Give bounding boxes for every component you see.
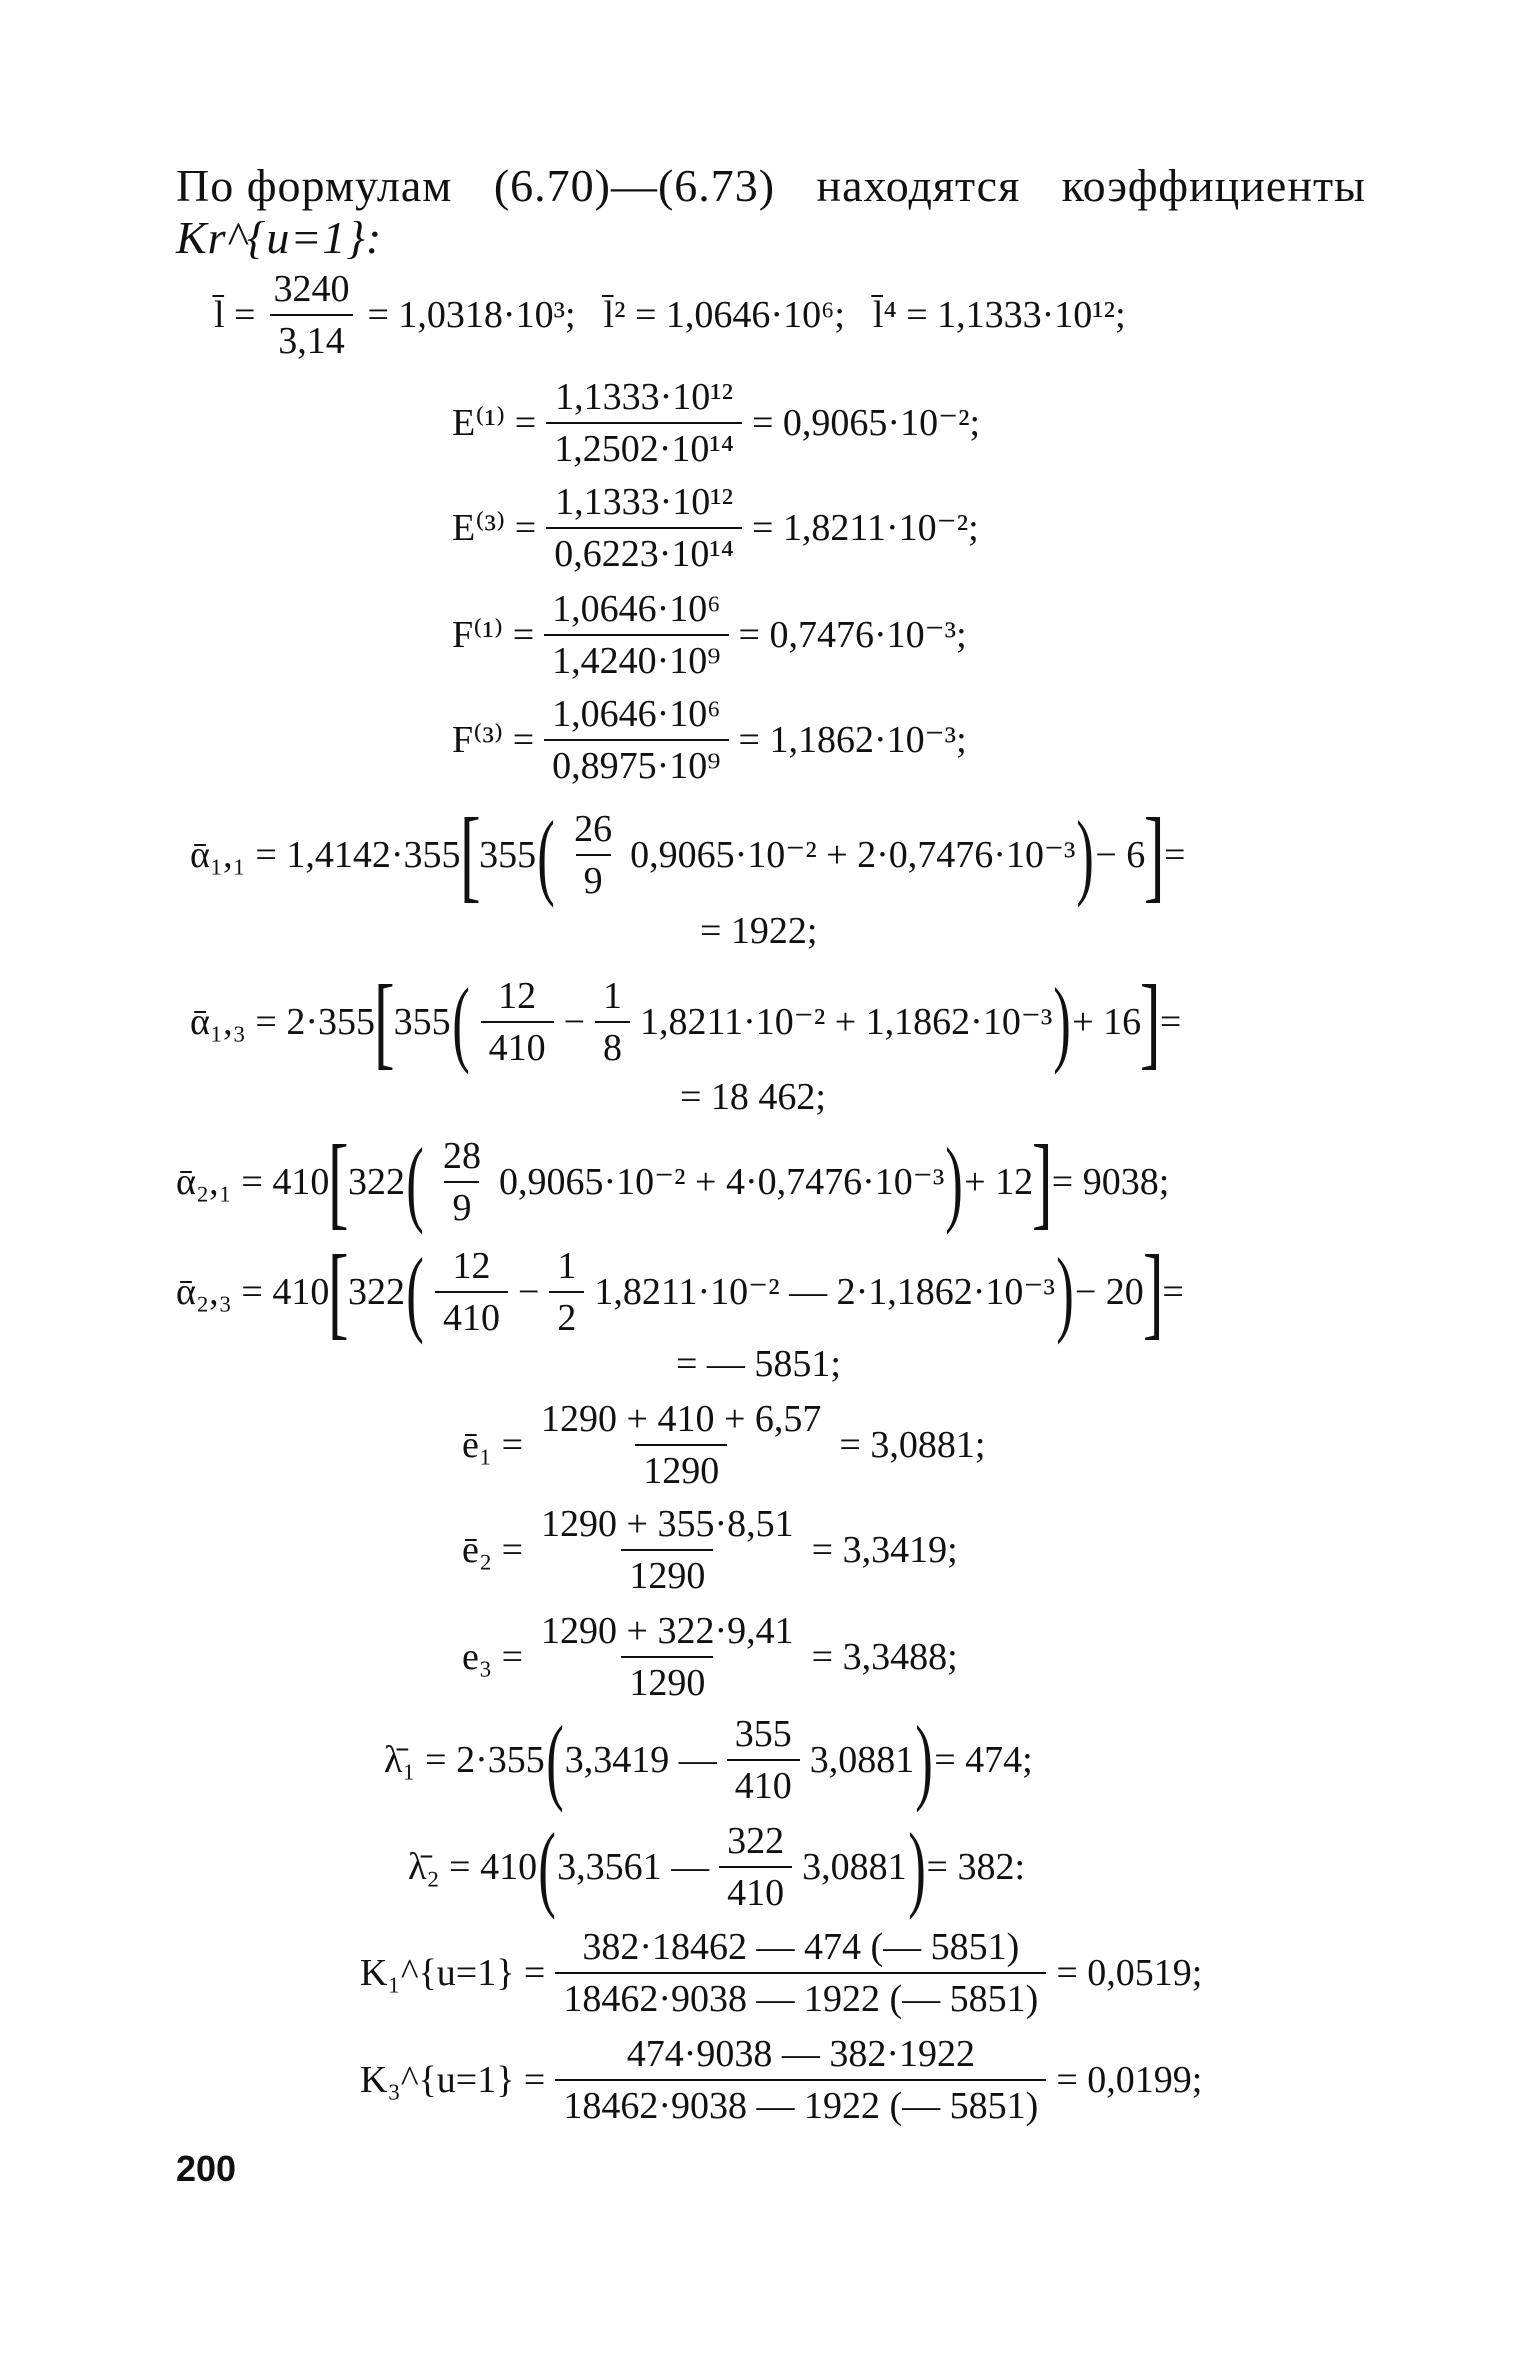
numerator: 1290 + 355·8,51: [541, 1503, 794, 1545]
bracket-close: ]: [1144, 797, 1166, 912]
eq-term: 1,8211·10⁻² — 2·1,1862·10⁻³: [594, 1270, 1055, 1313]
eq-term: 355: [479, 833, 537, 876]
numerator: 1,1333·10¹²: [555, 481, 734, 523]
eq-term: 0,9065·10⁻² + 4·0,7476·10⁻³: [498, 1160, 945, 1203]
eq-lhs: ē₂ =: [462, 1529, 524, 1571]
denominator: 410: [719, 1866, 792, 1912]
equation-f3: [452, 695, 967, 785]
equation-e3: [462, 1612, 958, 1702]
eq-lhs: F⁽³⁾ =: [452, 719, 535, 761]
equation-alpha-2-1: [176, 1124, 1170, 1239]
eq-result: = 1,8211·10⁻²;: [752, 507, 979, 549]
numerator: 355: [734, 1713, 792, 1755]
denominator: 1290: [621, 1656, 713, 1702]
denominator: 0,6223·10¹⁴: [546, 527, 742, 573]
bracket-open: [: [459, 797, 481, 912]
intro-paragraph: [176, 160, 1366, 264]
bracket-close: ]: [1140, 964, 1161, 1079]
paren-close: ): [907, 1812, 926, 1920]
intro-word: коэффициенты: [1061, 160, 1366, 211]
fraction: [727, 1715, 800, 1805]
denominator: 1,4240·10⁹: [544, 634, 728, 680]
equation-lambda-2: [408, 1812, 1026, 1920]
denominator: 9: [576, 854, 611, 900]
eq-result: l̄⁴ = 1,1333·10¹²;: [872, 294, 1126, 336]
eq-term: 3,0881: [809, 1739, 915, 1781]
eq-result: = 3,0881;: [839, 1424, 986, 1466]
eq-lhs: l̄ =: [214, 294, 256, 336]
fraction: [555, 1928, 1046, 2018]
fraction: [435, 1244, 508, 1339]
eq-term: − 6: [1095, 833, 1146, 876]
eq-lhs: λ̄₂ = 410: [408, 1846, 538, 1888]
coefficient-symbol: Kr^{u=1}:: [176, 212, 383, 263]
paren-close: ): [1053, 967, 1072, 1075]
fraction: [595, 974, 630, 1069]
eq-lhs: E⁽¹⁾ =: [452, 402, 537, 444]
eq-term: + 12: [964, 1160, 1034, 1203]
eq-result: = 3,3488;: [811, 1636, 958, 1678]
eq-lhs: ᾱ₁,₁ = 1,4142·355: [190, 833, 461, 876]
fraction: [544, 590, 728, 680]
equation-l-bar: [214, 270, 1126, 360]
equation-alpha-1-3-result: [680, 1078, 826, 1116]
eq-lhs: ē₁ =: [462, 1424, 524, 1466]
paren-open: (: [406, 1237, 424, 1345]
fraction: [546, 378, 742, 468]
equation-alpha-2-3-result: [676, 1345, 841, 1383]
eq-equals: =: [1162, 1270, 1184, 1313]
denominator: 3,14: [270, 314, 353, 360]
paren-open: (: [406, 1127, 424, 1235]
bracket-close: ]: [1032, 1124, 1053, 1239]
eq-equals: =: [1163, 833, 1186, 876]
numerator: 1: [557, 1244, 577, 1287]
numerator: 26: [574, 807, 613, 850]
denominator: 18462·9038 — 1922 (— 5851): [555, 1972, 1046, 2018]
numerator: 3240: [273, 268, 350, 310]
eq-result: = 1,1862·10⁻³;: [738, 719, 967, 761]
eq-result: = 0,0199;: [1056, 2059, 1203, 2101]
eq-operator: −: [563, 1000, 586, 1043]
numerator: 1290 + 410 + 6,57: [541, 1398, 822, 1440]
equation-alpha-1-1-result: [700, 912, 818, 950]
fraction: [549, 1244, 584, 1339]
numerator: 12: [452, 1244, 491, 1287]
eq-lhs: K₁^{u=1} =: [360, 1952, 546, 1994]
equation-alpha-1-3: [190, 964, 1182, 1079]
equation-lambda-1: [384, 1705, 1033, 1813]
eq-result: = 474;: [934, 1739, 1033, 1781]
eq-equals: =: [1159, 1000, 1182, 1043]
eq-result: l̄² = 1,0646·10⁶;: [603, 294, 845, 336]
eq-term: 0,9065·10⁻² + 2·0,7476·10⁻³: [630, 833, 1076, 876]
denominator: 410: [435, 1291, 508, 1337]
eq-lhs: E⁽³⁾ =: [452, 507, 537, 549]
fraction: [533, 1400, 829, 1490]
fraction: [435, 1134, 489, 1229]
fraction: [533, 1612, 802, 1702]
bracket-open: [: [328, 1234, 350, 1349]
equation-e1-upper: [452, 378, 980, 468]
eq-lhs: ᾱ₂,₁ = 410: [176, 1160, 330, 1203]
eq-lhs: K₃^{u=1} =: [360, 2059, 546, 2101]
equation-alpha-2-3: [176, 1234, 1184, 1349]
numerator: 382·18462 — 474 (— 5851): [582, 1926, 1020, 1968]
fraction: [566, 807, 620, 902]
eq-term: 322: [347, 1160, 405, 1203]
denominator: 1290: [621, 1549, 713, 1595]
numerator: 1,0646·10⁶: [552, 588, 721, 630]
denominator: 410: [481, 1021, 554, 1067]
equation-e2: [462, 1505, 958, 1595]
paren-open: (: [537, 800, 555, 908]
denominator: 2: [549, 1291, 584, 1337]
fraction: [481, 974, 554, 1069]
eq-term: 3,0881: [802, 1846, 907, 1888]
denominator: 1,2502·10¹⁴: [546, 422, 742, 468]
denominator: 8: [595, 1021, 630, 1067]
eq-operator: −: [517, 1270, 540, 1313]
eq-lhs: ᾱ₂,₃ = 410: [176, 1270, 330, 1313]
eq-term: 3,3561 —: [557, 1846, 710, 1888]
eq-lhs: e₃ =: [462, 1636, 524, 1678]
fraction: [546, 483, 742, 573]
numerator: 322: [727, 1820, 785, 1862]
equation-f1: [452, 590, 967, 680]
eq-result: = 382:: [926, 1846, 1026, 1888]
eq-term: 1,8211·10⁻² + 1,1862·10⁻³: [640, 1000, 1053, 1043]
equation-alpha-1-1: [190, 797, 1186, 912]
eq-result: = 0,0519;: [1056, 1952, 1203, 1994]
eq-term: 3,3419 —: [564, 1739, 717, 1781]
numerator: 1,0646·10⁶: [552, 693, 721, 735]
paren-open: (: [545, 1705, 564, 1813]
eq-result: = 9038;: [1051, 1160, 1170, 1203]
paren-close: ): [945, 1127, 964, 1235]
equation-k3: [360, 2035, 1202, 2125]
numerator: 12: [498, 974, 537, 1017]
intro-word: (6.70)—(6.73): [493, 160, 776, 211]
fraction: [719, 1822, 792, 1912]
eq-term: − 20: [1074, 1270, 1144, 1313]
paren-close: ): [1076, 800, 1095, 908]
page-number: 200: [176, 2148, 237, 2189]
denominator: 0,8975·10⁹: [544, 739, 728, 785]
equation-e3-upper: [452, 483, 979, 573]
denominator: 18462·9038 — 1922 (— 5851): [555, 2079, 1046, 2125]
eq-term: 355: [393, 1000, 451, 1043]
eq-result: = — 5851;: [676, 1343, 841, 1385]
bracket-close: ]: [1142, 1234, 1164, 1349]
equation-e1: [462, 1400, 985, 1490]
eq-term: 322: [347, 1270, 405, 1313]
fraction: [266, 270, 358, 360]
eq-result: = 1,0318·10³;: [367, 294, 576, 336]
paren-close: ): [915, 1705, 934, 1813]
eq-result: = 1922;: [700, 910, 818, 952]
fraction: [544, 695, 728, 785]
fraction: [533, 1505, 802, 1595]
paren-open: (: [451, 967, 470, 1075]
denominator: 410: [727, 1759, 800, 1805]
denominator: 1290: [635, 1444, 727, 1490]
eq-lhs: F⁽¹⁾ =: [452, 614, 535, 656]
numerator: 28: [442, 1134, 481, 1177]
numerator: 1290 + 322·9,41: [541, 1610, 794, 1652]
bracket-open: [: [373, 964, 395, 1079]
intro-line: [176, 160, 1366, 212]
numerator: 1,1333·10¹²: [555, 376, 734, 418]
numerator: 1: [603, 974, 623, 1017]
eq-lhs: ᾱ₁,₃ = 2·355: [190, 1000, 375, 1043]
intro-word: находятся: [816, 160, 1021, 211]
eq-term: + 16: [1072, 1000, 1142, 1043]
denominator: 9: [444, 1181, 479, 1227]
paren-close: ): [1056, 1237, 1074, 1345]
numerator: 474·9038 — 382·1922: [626, 2033, 976, 2075]
equation-k1: [360, 1928, 1202, 2018]
eq-lhs: λ̄₁ = 2·355: [384, 1739, 545, 1781]
paren-open: (: [538, 1812, 556, 1920]
eq-result: = 0,9065·10⁻²;: [752, 402, 981, 444]
bracket-open: [: [328, 1124, 350, 1239]
eq-result: = 0,7476·10⁻³;: [738, 614, 967, 656]
eq-result: = 3,3419;: [811, 1529, 958, 1571]
fraction: [555, 2035, 1046, 2125]
eq-result: = 18 462;: [680, 1076, 826, 1118]
intro-word: По формулам: [176, 160, 453, 211]
